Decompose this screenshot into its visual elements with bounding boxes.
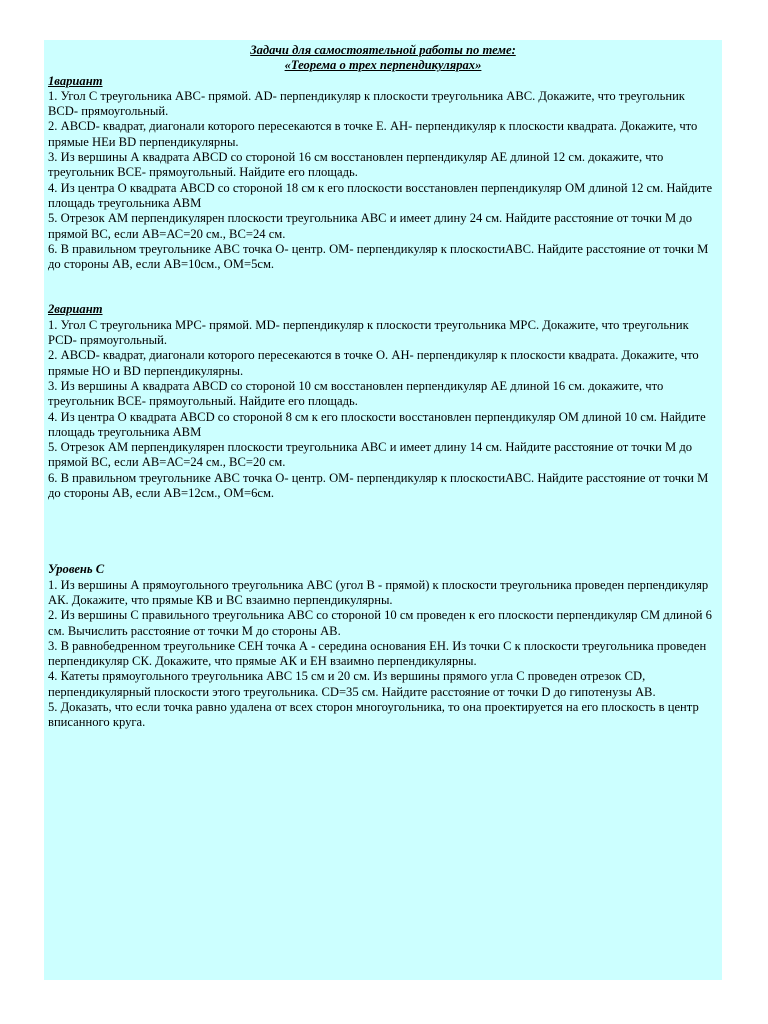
task-item: 3. Из вершины А квадрата АВСD со стороной 16 см восстановлен перпендикуляр АЕ длиной 12 см. докажите, что треугольник ВСЕ- прямоугольный. Найдите его площадь. — [48, 150, 664, 180]
task-item: 2. АВСD- квадрат, диагонали которого пересекаются в точке О. АН- перпендикуляр к плоскости квадрата. Докажите, что прямые НО и ВD перпендикулярны. — [48, 348, 699, 378]
level-c-heading: Уровень С — [48, 562, 105, 577]
task-item: 5. Отрезок АМ перпендикулярен плоскости треугольника АВС и имеет длину 14 см. Найдите расстояние от точки М до прямой ВС, если АВ=АС=24 см., ВС=20 см. — [48, 440, 693, 470]
section-spacer — [48, 501, 718, 562]
task-item: 5. Отрезок АМ перпендикулярен плоскости треугольника АВС и имеет длину 24 см. Найдите расстояние от точки М до прямой ВС, если АВ=АС=20 см., ВС=24 см. — [48, 211, 693, 241]
variant1-task-list — [48, 89, 718, 273]
task-item: 6. В правильном треугольнике АВС точка О- центр. ОМ- перпендикуляр к плоскостиАВС. Найдите расстояние от точки М до стороны АВ, если АВ=10см., ОМ=5см. — [48, 241, 709, 272]
section-spacer — [48, 272, 718, 302]
task-item: 3. В равнобедренном треугольнике СЕН точка А - середина основания ЕН. Из точки С к плоскости треугольника проведен перпендикуляр СК. Докажите, что прямые АК и ЕН взаимно перпендикулярны. — [48, 638, 707, 669]
page-title: Задачи для самостоятельной работы по теме: — [250, 43, 516, 57]
variant2-heading: 2вариант — [48, 302, 103, 317]
task-item: 1. Угол С треугольника МРС- прямой. МD- перпендикуляр к плоскости треугольника МРС. Докажите, что треугольник РСD- прямоугольный. — [48, 317, 689, 348]
task-item: 6. В правильном треугольнике АВС точка О- центр. ОМ- перпендикуляр к плоскостиАВС. Найдите расстояние от точки М до стороны АВ, если АВ=12см., ОМ=6см. — [48, 470, 709, 501]
task-item: 3. Из вершины А квадрата АВСD со стороной 10 см восстановлен перпендикуляр АЕ длиной 16 см. докажите, что треугольник ВСЕ- прямоугольный. Найдите его площадь. — [48, 378, 664, 409]
variant1-heading: 1вариант — [48, 73, 103, 88]
worksheet-page — [44, 40, 722, 980]
variant2-task-list — [48, 318, 718, 502]
task-item: 2. АВСD- квадрат, диагонали которого пересекаются в точке Е. АН- перпендикуляр к плоскости квадрата. Докажите, что прямые НЕи ВD перпендикулярны. — [48, 119, 698, 149]
task-item: 5. Доказать, что если точка равно удалена от всех сторон многоугольника, то она проектируется на его плоскость в центр вписанного круга. — [48, 699, 699, 730]
task-item: 1. Из вершины А прямоугольного треугольника АВС (угол В - прямой) к плоскости треугольника проведен перпендикуляр АК. Докажите, что прямые КВ и ВС взаимно перпендикулярны. — [48, 577, 709, 607]
task-item: 1. Угол С треугольника АВС- прямой. АD- перпендикуляр к плоскости треугольника АВС. Докажите, что треугольник ВСD- прямоугольный. — [48, 88, 685, 119]
level-c-task-list — [48, 578, 718, 731]
task-item: 4. Катеты прямоугольного треугольника АВС 15 см и 20 см. Из вершины прямого угла С проведен отрезок СD, перпендикулярный плоскости этого треугольника. СD=35 см. Найдите расстояние от точки D до гипотенузы АВ. — [48, 669, 656, 699]
task-item: 4. Из центра О квадрата АВСD со стороной 18 см к его плоскости восстановлен перпендикуляр ОМ длиной 12 см. Найдите площадь треугольника АВМ — [48, 180, 713, 210]
task-item: 4. Из центра О квадрата АВСD со стороной 8 см к его плоскости восстановлен перпендикуляр ОМ длиной 10 см. Найдите площадь треугольника АВМ — [48, 409, 706, 439]
page-subtitle: «Теорема о трех перпендикулярах» — [284, 58, 482, 73]
task-item: 2. Из вершины С правильного треугольника АВС со стороной 10 см проведен к его плоскости перпендикуляр СМ длиной 6 см. Вычислить расстояние от точки М до стороны АВ. — [48, 608, 712, 638]
